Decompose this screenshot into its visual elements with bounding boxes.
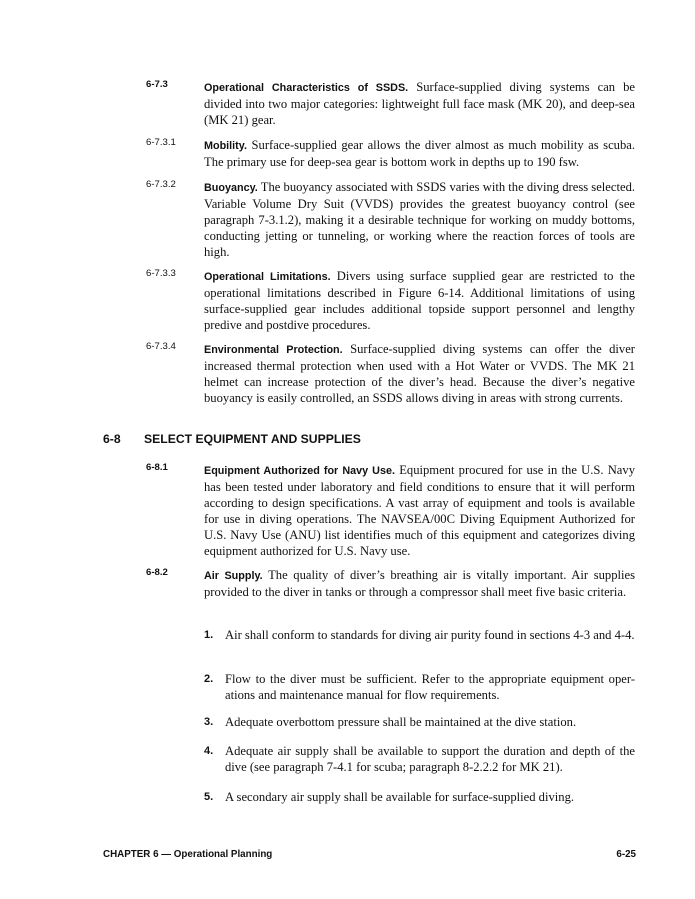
paragraph-text: Equipment procured for use in the U.S. Navy has been tested under laboratory and field conditions to ensure that it will perform according to design specifications. A vast array of equipment and tools is available for use in diving operations. The NAVSEA/00C Diving Equipment Authorized for U.S. Navy Use (ANU) list identifies much of this equipment and categorizes diving equipment authorized for U.S. Navy use.: [204, 463, 635, 558]
paragraph-body: [204, 137, 635, 170]
paragraph-6-7-3-2: [146, 179, 635, 260]
paragraph-text: Surface-supplied diving systems can offer the diver increased thermal protection when used with a Hot Water or VVDS. The MK 21 helmet can increase protection of the diver’s head. Because the diver’s negative buoyancy is easily controlled, an SSDS allows diving in areas with strong currents.: [204, 342, 635, 405]
paragraph-number: 6-7.3.3: [146, 268, 176, 279]
list-text: Flow to the diver must be sufficient. Refer to the appropriate equipment oper-ations and maintenance manual for flow requirements.: [225, 672, 635, 702]
paragraph-6-7-3: [146, 79, 635, 128]
paragraph-heading: Operational Limitations.: [204, 271, 331, 283]
paragraph-number: 6-7.3.1: [146, 137, 176, 148]
paragraph-text: Surface-supplied diving systems can be divided into two major categories: lightweight full face mask (MK 20), and deep-sea (MK 21) gear.: [204, 80, 635, 127]
paragraph-6-8-2: [146, 567, 635, 600]
paragraph-body: [204, 79, 635, 128]
paragraph-heading: Buoyancy.: [204, 182, 258, 194]
paragraph-body: [204, 179, 635, 260]
list-item: [204, 743, 635, 775]
paragraph-6-7-3-1: [146, 137, 635, 170]
section-number: 6-8: [103, 432, 121, 446]
list-item: [204, 671, 635, 703]
paragraph-number: 6-8.2: [146, 567, 168, 578]
paragraph-6-8-1: [146, 462, 635, 559]
paragraph-6-7-3-4: [146, 341, 635, 406]
paragraph-number: 6-7.3: [146, 79, 168, 90]
list-text: Air shall conform to standards for diving air purity found in sections 4-3 and 4-4.: [225, 628, 635, 642]
list-item: [204, 627, 635, 643]
list-number: 5.: [204, 791, 214, 803]
paragraph-text: The quality of diver’s breathing air is vitally important. Air supplies provided to the diver in tanks or through a compressor shall meet five basic criteria.: [204, 568, 636, 599]
paragraph-heading: Operational Characteristics of SSDS.: [204, 82, 409, 94]
list-text: Adequate overbottom pressure shall be maintained at the dive station.: [225, 715, 577, 729]
footer-page-number: 6-25: [616, 849, 636, 860]
paragraph-6-7-3-3: [146, 268, 635, 333]
paragraph-body: [204, 341, 635, 406]
paragraph-number: 6-7.3.4: [146, 341, 176, 352]
section-title: SELECT EQUIPMENT AND SUPPLIES: [144, 432, 361, 446]
list-item: [204, 789, 635, 805]
list-item: [204, 714, 635, 730]
list-number: 2.: [204, 673, 214, 685]
paragraph-heading: Air Supply.: [204, 570, 263, 582]
list-number: 1.: [204, 629, 214, 641]
paragraph-body: [204, 462, 635, 559]
paragraph-number: 6-7.3.2: [146, 179, 176, 190]
list-text: Adequate air supply shall be available to support the duration and depth of the dive (see paragraph 7-4.1 for scuba; paragraph 8-2.2.2 for MK 21).: [225, 744, 635, 774]
paragraph-heading: Mobility.: [204, 140, 247, 152]
paragraph-heading: Equipment Authorized for Navy Use.: [204, 465, 395, 477]
paragraph-text: Divers using surface supplied gear are restricted to the operational limitations described in Figure 6-14. Additional limitations of using surface-supplied gear includes additional topside support personnel and lengthy predive and postdive procedures.: [204, 269, 635, 332]
footer-chapter: CHAPTER 6 — Operational Planning: [103, 849, 273, 860]
list-number: 3.: [204, 716, 214, 728]
paragraph-text: The buoyancy associated with SSDS varies with the diving dress selected. Variable Volume Dry Suit (VVDS) provides the greatest buoyancy control (see paragraph 7-3.1.2), making it a desirable technique for working on muddy bottoms, conducting jetting or tunneling, or working where the reaction forces of tools are high.: [204, 180, 636, 259]
section-heading: [103, 432, 361, 446]
paragraph-body: [204, 268, 635, 333]
list-text: A secondary air supply shall be available for surface-supplied diving.: [225, 790, 575, 804]
paragraph-text: Surface-supplied gear allows the diver almost as much mobility as scuba. The primary use for deep-sea gear is bottom work in depths up to 190 fsw.: [204, 138, 635, 169]
list-number: 4.: [204, 745, 214, 757]
paragraph-number: 6-8.1: [146, 462, 168, 473]
paragraph-heading: Environmental Protection.: [204, 344, 343, 356]
paragraph-body: [204, 567, 635, 600]
